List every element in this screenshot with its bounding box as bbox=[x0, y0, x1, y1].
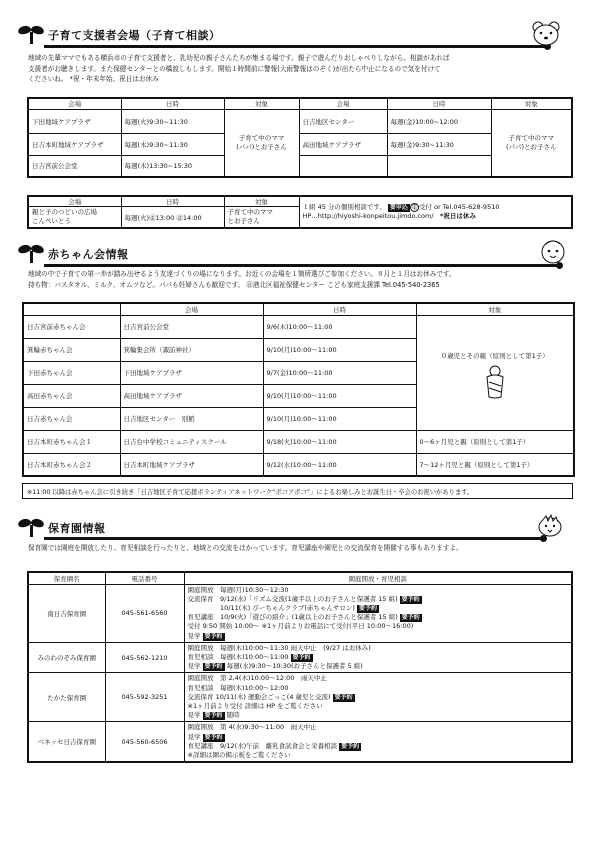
sprout-icon bbox=[18, 243, 44, 263]
detail-text: 園庭開放 第 2,4(木)10:00～12:00 雨天中止 bbox=[187, 674, 327, 683]
nursery-name-cell: たかた保育園 bbox=[28, 673, 105, 722]
details-cell bbox=[184, 673, 572, 722]
col-header: 日時 bbox=[387, 98, 491, 109]
col-header: 日時 bbox=[121, 98, 224, 109]
detail-line bbox=[188, 604, 569, 613]
venue-cell: 日吉本町地域ケアプラザ bbox=[120, 453, 263, 476]
detail-text: 園庭開放 毎週(木)10:00～11:30 雨天中止 (9/27 はお休み) bbox=[187, 643, 371, 652]
info-text: 受付 or Tel.045-628-9510 bbox=[418, 203, 500, 211]
tel-cell: 045-562-1210 bbox=[105, 642, 184, 673]
detail-text: 見学 bbox=[187, 662, 201, 671]
col-header: 日時 bbox=[263, 303, 416, 315]
reservation-badge: 要予約 bbox=[401, 614, 420, 622]
tel-cell: 045-592-3251 bbox=[105, 673, 184, 722]
info-line bbox=[303, 203, 569, 212]
detail-text: 受付 9:50 開始 10:00～ ※1ヶ月前よりお電話にて受付(平日 10:00～16:00) bbox=[187, 622, 414, 631]
col-header: 対象 bbox=[416, 303, 574, 315]
swaddled-baby-icon bbox=[480, 364, 510, 400]
holiday-note: *祝日は休み bbox=[439, 212, 476, 221]
info-line bbox=[303, 212, 569, 221]
detail-text: 園庭開放 毎週(月)10:30～12:30 bbox=[187, 585, 289, 594]
target-cell: 0～6ヶ月児と親（原則として第1子） bbox=[416, 430, 574, 453]
section3-title: 保育園情報 bbox=[48, 522, 106, 535]
detail-line bbox=[188, 702, 569, 711]
club-name-cell: 高田赤ちゃん会 bbox=[23, 384, 120, 407]
detail-line bbox=[188, 586, 569, 595]
venue-cell bbox=[299, 155, 387, 177]
venue-cell: 下田地域ケアプラザ bbox=[28, 109, 121, 133]
venue-cell: 高田地域ケアプラザ bbox=[120, 384, 263, 407]
tel-cell: 045-561-6560 bbox=[105, 584, 184, 642]
nursery-row bbox=[28, 584, 572, 642]
detail-line bbox=[188, 711, 569, 720]
detail-line bbox=[188, 751, 569, 760]
section1-text-line: 地域の先輩ママでもある横浜市の子育て支援者と、乳幼児の親子さんたちが集まる場です。親子で遊んだりおしゃべりしながら、相談があれば bbox=[28, 54, 450, 62]
table-row bbox=[28, 133, 572, 155]
target-text: 子育て中のママ bbox=[227, 208, 273, 216]
reservation-badge: 要予約 bbox=[401, 595, 420, 603]
col-header: 対象 bbox=[491, 98, 572, 109]
details-cell bbox=[184, 584, 572, 642]
section1-text-line: くださいね。 *祝・年末年始、祝日はお休み bbox=[28, 75, 159, 83]
detail-line bbox=[188, 684, 569, 693]
col-header: 保育園名 bbox=[28, 572, 105, 584]
section3-header bbox=[18, 515, 106, 537]
col-header: 会場 bbox=[299, 98, 387, 109]
detail-text: 随時 bbox=[226, 711, 240, 720]
club-name-cell: 日吉本町赤ちゃん会１ bbox=[23, 430, 120, 453]
support-table bbox=[27, 97, 573, 178]
col-header: 対象 bbox=[224, 196, 299, 207]
section2-rule bbox=[44, 264, 560, 267]
nursery-name-cell: 南日吉保育園 bbox=[28, 584, 105, 642]
club-name-cell: 日吉宮前赤ちゃん会 bbox=[23, 315, 120, 338]
detail-line bbox=[188, 693, 569, 702]
detail-text: 見学 bbox=[187, 631, 201, 640]
bear-face-icon bbox=[530, 20, 562, 46]
sprout-icon bbox=[18, 517, 44, 537]
nursery-name-cell: みのわのぞみ保育園 bbox=[28, 642, 105, 673]
baby-club-table bbox=[22, 302, 575, 477]
time-cell: 9/6(木)10:00～11:00 bbox=[263, 315, 416, 338]
section2-text-line: 持ち物：バスタオル、ミルク、オムツなど。パパも妊婦さんも歓迎です。 ㊟港北区福祉保健センター こども家庭支援課 Tel.045-540-2365 bbox=[28, 280, 440, 289]
section1-text-line: 支援者がお聴きします。また保健センターとの橋渡しもします。開始１時間前に警報(大雨警報はのぞく)が出たら中止になるので気を付けて bbox=[28, 64, 441, 73]
time-cell: 9/18(火)10:00～11:00 bbox=[263, 430, 416, 453]
target-text: 子育て中のママ bbox=[238, 133, 285, 142]
time-cell: 9/7(金)10:00～11:00 bbox=[263, 361, 416, 384]
target-text: (パパ)とお子さん bbox=[505, 142, 557, 151]
section1-title: 子育て支援者会場（子育て相談） bbox=[48, 29, 221, 42]
detail-text: 園庭開放 第 4(水)9:30～11:00 雨天中止 bbox=[187, 723, 317, 732]
venue-cell: 日吉地区センター 別館 bbox=[120, 407, 263, 430]
col-header bbox=[23, 303, 120, 315]
time-cell: 毎週(火)㊟13:00 ㊟14:00 bbox=[121, 207, 224, 229]
detail-text: 見学 bbox=[187, 732, 201, 741]
target-group-cell bbox=[416, 315, 574, 430]
reservation-badge: 要予約 bbox=[358, 604, 377, 612]
baby-club-note: ※11:00 以降は赤ちゃん会に引き続き「日吉地区子育て応援ボランティアネットワーク“ポコアポコ”」によるお楽しみとお誕生日・卒会のお祝いがあります。 bbox=[22, 483, 573, 499]
venue-text: こんぺいとう bbox=[32, 217, 71, 226]
detail-line bbox=[188, 622, 569, 631]
tel-cell: 045-560-6506 bbox=[105, 722, 184, 762]
reservation-badge: 要予約 bbox=[292, 653, 311, 661]
target-cell bbox=[224, 109, 299, 177]
konpeitou-info bbox=[299, 196, 572, 228]
info-text: １組 45 分の個別相談です。 bbox=[302, 203, 386, 211]
venue-cell: 下田地域ケアプラザ bbox=[120, 361, 263, 384]
detail-text: 10/11(木) ぴーちゃんクラブ(赤ちゃんサロン) bbox=[187, 603, 355, 612]
time-cell: 9/10(月)10:00～11:00 bbox=[263, 384, 416, 407]
nursery-table bbox=[27, 571, 573, 763]
detail-text: 育児相談 毎週(木)10:00～12:00 bbox=[187, 683, 289, 692]
table-row bbox=[23, 315, 574, 338]
reservation-badge: 要申込 bbox=[389, 204, 408, 211]
detail-line bbox=[188, 733, 569, 742]
venue-cell: 日吉宮前公会堂 bbox=[28, 155, 121, 177]
detail-text: ※詳細は園の掲示板をご覧ください bbox=[187, 750, 291, 759]
reservation-badge: 要予約 bbox=[204, 663, 223, 671]
target-text: ０歳児とその親（原則として第1子） bbox=[440, 352, 549, 360]
section2-title: 赤ちゃん会情報 bbox=[48, 248, 129, 261]
table-row bbox=[23, 430, 574, 453]
konpeitou-table bbox=[27, 195, 573, 229]
venue-cell: 箕輪集会所（諏訪神社） bbox=[120, 338, 263, 361]
detail-text: ※1ヶ月前より受付 詳細は HP をご覧ください bbox=[187, 701, 323, 710]
phone-circle-icon: 電 bbox=[411, 204, 418, 211]
detail-text: 育児相談 毎週(木)10:00～11:00 bbox=[187, 652, 289, 661]
baby-face-icon bbox=[538, 237, 568, 265]
nursery-row bbox=[28, 722, 572, 762]
detail-line bbox=[188, 653, 569, 662]
table-row bbox=[23, 453, 574, 476]
time-cell bbox=[387, 155, 491, 177]
detail-text: 交流保育 10/11(木) 運動会ごっこ(4 歳児と交流) bbox=[187, 692, 331, 701]
homepage-url: HP…http://hiyoshi-konpeitou.jimdo.com/ bbox=[302, 212, 434, 221]
club-name-cell: 日吉本町赤ちゃん会２ bbox=[23, 453, 120, 476]
section3-text-line: 保育園では園庭を開放したり、育児相談を行ったりと、地域との交流をはかっています。育児講座や園児との交流保育を開催する事もありますよ。 bbox=[28, 544, 463, 552]
target-text: とお子さん bbox=[227, 217, 260, 226]
col-header: 会場 bbox=[28, 196, 121, 207]
col-header: 会場 bbox=[120, 303, 263, 315]
time-cell: 毎週(金)9:30~11:30 bbox=[387, 133, 491, 155]
section2-text bbox=[28, 269, 456, 290]
section1-text bbox=[28, 53, 449, 85]
col-header: 会場 bbox=[28, 98, 121, 109]
section1-rule bbox=[44, 45, 548, 48]
detail-line bbox=[188, 595, 569, 604]
detail-line bbox=[188, 674, 569, 683]
chick-icon bbox=[536, 512, 564, 538]
table-row bbox=[28, 109, 572, 133]
detail-line bbox=[188, 723, 569, 732]
reservation-badge: 要予約 bbox=[204, 733, 223, 741]
table-row bbox=[28, 155, 572, 177]
time-cell: 毎週(金)10:00~12:00 bbox=[387, 109, 491, 133]
club-name-cell: 箕輪赤ちゃん会 bbox=[23, 338, 120, 361]
section2-header bbox=[18, 241, 129, 263]
target-cell bbox=[491, 109, 572, 177]
col-header: 対象 bbox=[224, 98, 299, 109]
nursery-name-cell: ベネッセ日吉保育園 bbox=[28, 722, 105, 762]
section1-header bbox=[18, 22, 221, 44]
detail-text: 交流保育 9/12(水)「リズム交流(1歳半以上のお子さんと保護者 15 組) bbox=[187, 594, 398, 603]
time-cell: 9/10(月)10:00～11:00 bbox=[263, 407, 416, 430]
detail-line bbox=[188, 644, 569, 653]
detail-text: 育児講座 9/12(水)午前 離乳食試食会と栄養相談 bbox=[187, 741, 338, 750]
col-header: 日時 bbox=[121, 196, 224, 207]
target-text: 子育て中のママ bbox=[508, 133, 554, 142]
venue-cell: 高田地域ケアプラザ bbox=[299, 133, 387, 155]
venue-cell: 日吉台中学校コミュニティスクール bbox=[120, 430, 263, 453]
detail-line bbox=[188, 742, 569, 751]
venue-cell: 日吉本町地域ケアプラザ bbox=[28, 133, 121, 155]
detail-line bbox=[188, 662, 569, 671]
section3-rule bbox=[44, 537, 544, 540]
details-cell bbox=[184, 642, 572, 673]
detail-line bbox=[188, 632, 569, 641]
section3-text bbox=[28, 543, 463, 554]
time-cell: 9/12(水)10:00～11:00 bbox=[263, 453, 416, 476]
club-name-cell: 日吉赤ちゃん会 bbox=[23, 407, 120, 430]
nursery-row bbox=[28, 673, 572, 722]
venue-cell: 日吉地区センター bbox=[299, 109, 387, 133]
col-header: 電話番号 bbox=[105, 572, 184, 584]
nursery-row bbox=[28, 642, 572, 673]
reservation-badge: 要予約 bbox=[204, 712, 223, 720]
detail-text: 育児講座 10/9(火)「遊びの紹介」(1歳以上のお子さんと保護者 15 組) bbox=[187, 613, 398, 622]
col-header: 園庭開放・育児相談 bbox=[184, 572, 572, 584]
time-cell: 毎週(木)9:30~11:30 bbox=[121, 133, 224, 155]
reservation-badge: 要予約 bbox=[334, 693, 353, 701]
time-cell: 毎週(火)9:30~11:30 bbox=[121, 109, 224, 133]
details-cell bbox=[184, 722, 572, 762]
target-text: (パパ)とお子さん bbox=[236, 142, 287, 151]
detail-text: 毎週(水)9:30～10:30(お子さんと保護者 5 組) bbox=[226, 662, 363, 671]
venue-text: 親と子のつどいの広場 bbox=[32, 208, 97, 216]
target-cell bbox=[224, 207, 299, 229]
club-name-cell: 下田赤ちゃん会 bbox=[23, 361, 120, 384]
venue-cell bbox=[28, 207, 121, 229]
time-cell: 毎週(木)13:30~15:30 bbox=[121, 155, 224, 177]
detail-line bbox=[188, 613, 569, 622]
detail-text: 見学 bbox=[187, 711, 201, 720]
time-cell: 9/10(月)10:00～11:00 bbox=[263, 338, 416, 361]
target-cell: 7～12ヶ月児と親（原則として第1子） bbox=[416, 453, 574, 476]
reservation-badge: 要予約 bbox=[204, 632, 223, 640]
sprout-icon bbox=[18, 24, 44, 44]
section2-text-line: 地域の中で子育ての第一歩が踏み出せるよう友達づくりの場になります。お近くの会場を１箇所選びご参加ください。８月と１月はお休みです。 bbox=[28, 270, 456, 278]
venue-cell: 日吉宮前公会堂 bbox=[120, 315, 263, 338]
reservation-badge: 要予約 bbox=[341, 742, 360, 750]
